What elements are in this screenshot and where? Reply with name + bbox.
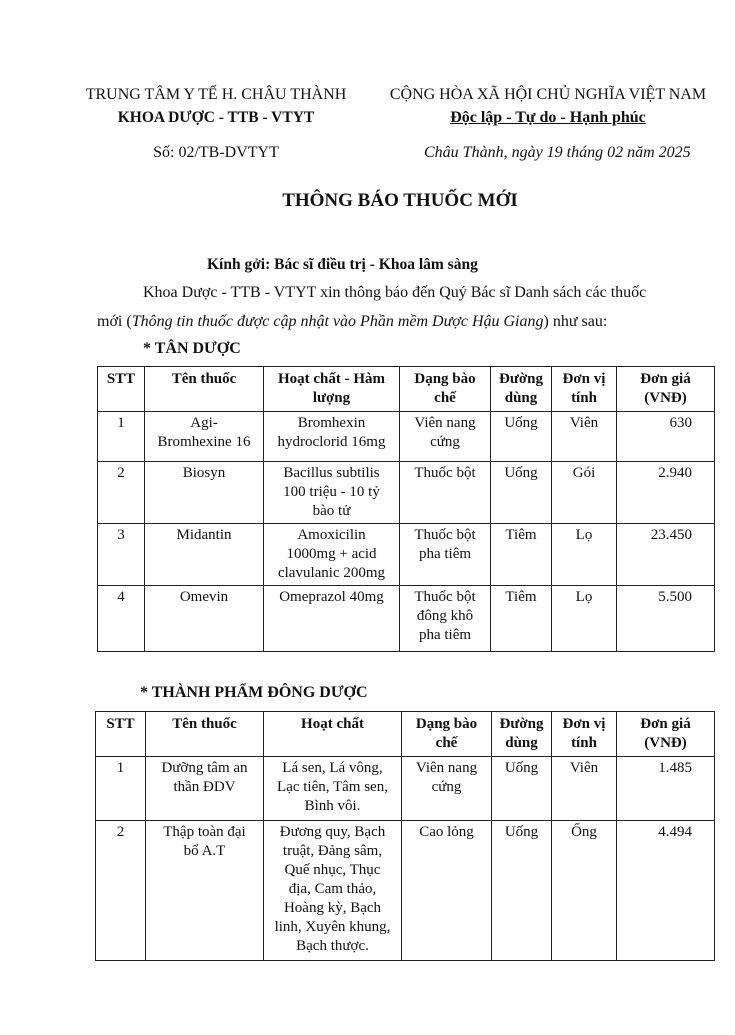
name-line: bổ A.T [183, 843, 226, 859]
ingredient-line: hydroclorid 16mg [277, 434, 386, 450]
country-name: CỘNG HÒA XÃ HỘI CHỦ NGHĨA VIỆT NAM [389, 86, 707, 103]
name-line: Dưỡng tâm an [161, 760, 248, 776]
ingredient-line: truật, Đảng sâm, [282, 843, 383, 859]
cell-name [146, 757, 264, 821]
cell-stt: 2 [96, 821, 146, 961]
col-header-ingredient: Hoạt chất [264, 712, 402, 757]
intro-line-2 [97, 313, 607, 331]
cell-stt: 1 [96, 757, 146, 821]
cell-ingredient [264, 412, 400, 462]
cell-unit: Viên [552, 412, 617, 462]
cell-price: 2.940 [617, 462, 715, 524]
cell-route: Uống [491, 462, 552, 524]
ingredient-line: bào tử [312, 503, 351, 519]
intro-line-2-italic: Thông tin thuốc được cập nhật vào Phần mềm Dược Hậu Giang [131, 313, 544, 330]
motto: Độc lập - Tự do - Hạnh phúc [450, 109, 646, 126]
col-header-name: Tên thuốc [145, 367, 264, 412]
cell-stt: 3 [98, 524, 145, 586]
ingredient-line: Hoàng kỳ, Bạch [283, 900, 382, 916]
name-line: thần ĐDV [173, 779, 236, 795]
col-header-unit: Đơn vị tính [552, 712, 617, 757]
name-line: Midantin [176, 527, 232, 543]
ingredient-line: linh, Xuyên khung, [274, 919, 391, 935]
name-line: Bromhexine 16 [157, 434, 251, 450]
name-line: Thập toàn đại [163, 824, 246, 840]
col-header-name: Tên thuốc [146, 712, 264, 757]
ingredient-line: Omeprazol 40mg [279, 589, 384, 605]
intro-line-2-post: ) như sau: [543, 313, 608, 330]
ingredient-line: Lạc tiên, Tâm sen, [277, 779, 388, 795]
ingredient-line: Lá sen, Lá vông, [282, 760, 383, 776]
cell-name [145, 586, 264, 652]
cell-stt: 4 [98, 586, 145, 652]
org-name: TRUNG TÂM Y TẾ H. CHÂU THÀNH [85, 86, 347, 103]
form-line: đông khô [416, 608, 474, 624]
cell-ingredient [264, 524, 400, 586]
table-tan-duoc [97, 366, 715, 652]
table-row [96, 821, 715, 961]
cell-price: 4.494 [617, 821, 715, 961]
section-heading-dong-duoc: * THÀNH PHẨM ĐÔNG DƯỢC [140, 684, 368, 701]
table-row [98, 412, 715, 462]
form-line: Thuốc bột [414, 465, 476, 481]
cell-form [402, 821, 492, 961]
ingredient-line: Bình vôi. [304, 798, 361, 814]
table-row [98, 586, 715, 652]
form-line: Viên nang [415, 760, 478, 776]
name-line: Omevin [179, 589, 229, 605]
cell-form [400, 412, 491, 462]
table-header-row [98, 367, 715, 412]
cell-ingredient [264, 821, 402, 961]
col-header-route: Đường dùng [492, 712, 552, 757]
ingredient-line: Bromhexin [297, 415, 366, 431]
ingredient-line: Bacillus subtilis [283, 465, 380, 481]
table-row [96, 757, 715, 821]
cell-ingredient [264, 462, 400, 524]
cell-route: Tiêm [491, 586, 552, 652]
table-dong-duoc [95, 711, 715, 961]
form-line: Cao lỏng [419, 824, 474, 840]
col-header-stt: STT [98, 367, 145, 412]
form-line: Thuốc bột [414, 527, 476, 543]
col-header-price: Đơn giá (VNĐ) [617, 367, 715, 412]
cell-name [146, 821, 264, 961]
cell-form [400, 462, 491, 524]
place-date: Châu Thành, ngày 19 tháng 02 năm 2025 [424, 144, 691, 161]
intro-line-1: Khoa Dược - TTB - VTYT xin thông báo đến Quý Bác sĩ Danh sách các thuốc [143, 284, 647, 301]
cell-price: 23.450 [617, 524, 715, 586]
cell-stt: 2 [98, 462, 145, 524]
cell-price: 630 [617, 412, 715, 462]
ingredient-line: 100 triệu - 10 tỷ [283, 484, 380, 500]
table-header-row [96, 712, 715, 757]
cell-route: Uống [491, 412, 552, 462]
col-header-route: Đường dùng [491, 367, 552, 412]
cell-route: Tiêm [491, 524, 552, 586]
cell-name [145, 524, 264, 586]
ingredient-line: Amoxicilin [297, 527, 366, 543]
cell-form [400, 524, 491, 586]
ingredient-line: Quế nhục, Thục [284, 862, 381, 878]
cell-ingredient [264, 757, 402, 821]
name-line: Biosyn [182, 465, 226, 481]
col-header-form: Dạng bào chế [402, 712, 492, 757]
cell-unit: Lọ [552, 586, 617, 652]
form-line: cứng [430, 434, 460, 450]
page-title: THÔNG BÁO THUỐC MỚI [282, 190, 518, 211]
cell-route: Uống [492, 757, 552, 821]
cell-form [402, 757, 492, 821]
form-line: cứng [431, 779, 462, 795]
col-header-unit: Đơn vị tính [552, 367, 617, 412]
section-heading-tan-duoc: * TÂN DƯỢC [143, 340, 241, 357]
cell-price: 5.500 [617, 586, 715, 652]
cell-unit: Lọ [552, 524, 617, 586]
intro-line-2-pre: mới ( [97, 313, 132, 330]
recipient: Kính gởi: Bác sĩ điều trị - Khoa lâm sàng [207, 256, 478, 273]
cell-unit: Gói [552, 462, 617, 524]
cell-unit: Ống [552, 821, 617, 961]
col-header-form: Dạng bào chế [400, 367, 491, 412]
name-line: Agi- [190, 415, 218, 431]
ingredient-line: Đương quy, Bạch [279, 824, 386, 840]
ingredient-line: địa, Cam thảo, [288, 881, 377, 897]
form-line: Viên nang [414, 415, 476, 431]
ingredient-line: clavulanic 200mg [277, 565, 386, 581]
ingredient-line: 1000mg + acid [286, 546, 377, 562]
ingredient-line: Bạch thược. [296, 938, 369, 954]
cell-name [145, 412, 264, 462]
form-line: pha tiêm [418, 546, 472, 562]
form-line: Thuốc bột [414, 589, 476, 605]
form-line: pha tiêm [418, 627, 472, 643]
table-row [98, 524, 715, 586]
cell-unit: Viên [552, 757, 617, 821]
cell-name [145, 462, 264, 524]
col-header-ingredient: Hoạt chất - Hàm lượng [264, 367, 400, 412]
col-header-price: Đơn giá (VNĐ) [617, 712, 715, 757]
cell-form [400, 586, 491, 652]
cell-stt: 1 [98, 412, 145, 462]
table-row [98, 462, 715, 524]
col-header-stt: STT [96, 712, 146, 757]
department-name: KHOA DƯỢC - TTB - VTYT [117, 109, 315, 126]
cell-route: Uống [492, 821, 552, 961]
cell-price: 1.485 [617, 757, 715, 821]
document-number: Số: 02/TB-DVTYT [153, 144, 279, 161]
cell-ingredient [264, 586, 400, 652]
